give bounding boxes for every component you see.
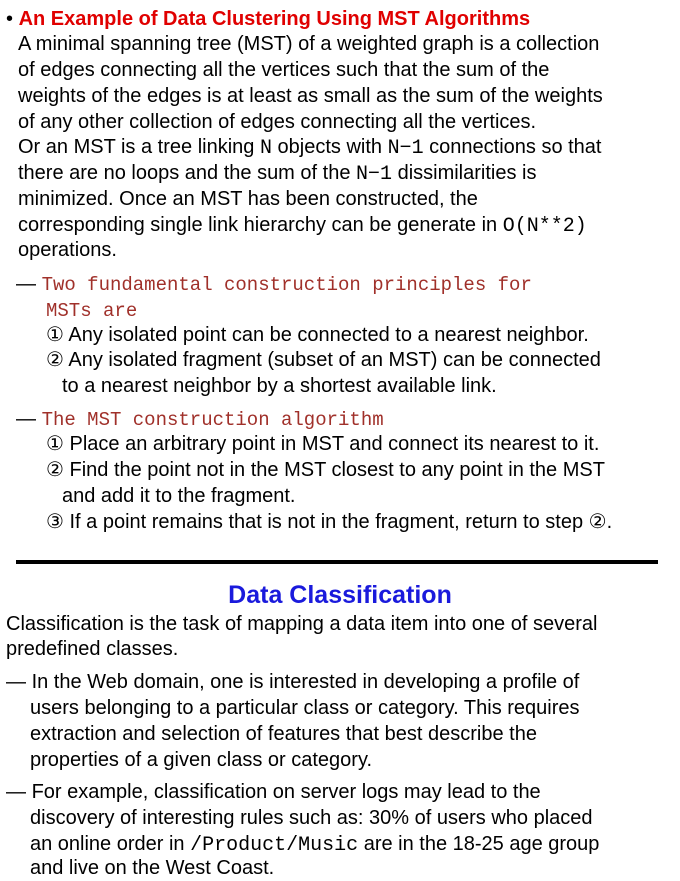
section-divider: [16, 560, 658, 564]
principles-heading-text: MSTs are: [46, 300, 138, 322]
text-run: connections so that: [423, 136, 602, 158]
algorithm-heading-text: The MST construction algorithm: [41, 409, 384, 431]
dash-icon: —: [6, 671, 26, 693]
point-line: discovery of interesting rules such as: 30% of users who placed: [30, 807, 593, 829]
principles-heading: [16, 271, 532, 297]
dash-icon: —: [16, 408, 36, 430]
classification-point-1: [6, 669, 579, 695]
principle-item: ② Any isolated fragment (subset of an MST) can be connected: [46, 349, 601, 371]
bullet-icon: •: [6, 8, 14, 30]
algorithm-step: ① Place an arbitrary point in MST and connect its nearest to it.: [46, 433, 600, 455]
mst-para2-line: minimized. Once an MST has been constructed, the: [18, 188, 478, 210]
mst-para2-line: [18, 134, 601, 160]
mst-para1-line: of edges connecting all the vertices such that the sum of the: [18, 59, 550, 81]
mst-para2-line: [18, 160, 536, 186]
mst-section-title: [6, 6, 530, 32]
classification-intro-line: Classification is the task of mapping a data item into one of several: [6, 613, 598, 635]
dash-icon: —: [16, 273, 36, 295]
point-line: and live on the West Coast.: [30, 857, 275, 879]
variable-n-minus-1: N−1: [356, 163, 393, 186]
point-line: properties of a given class or category.: [30, 749, 373, 771]
variable-n-minus-1: N−1: [387, 137, 424, 160]
mst-para1-line: weights of the edges is at least as small as the sum of the weights: [18, 85, 603, 107]
dash-icon: —: [6, 781, 26, 803]
point-line: extraction and selection of features that best describe the: [30, 723, 537, 745]
principles-heading-text: Two fundamental construction principles for: [41, 274, 532, 296]
principle-item: ① Any isolated point can be connected to a nearest neighbor.: [46, 324, 589, 346]
classification-point-2: [6, 779, 541, 805]
principles-heading-cont: [46, 297, 137, 323]
point-line: users belonging to a particular class or category. This requires: [30, 697, 580, 719]
mst-para1-line: A minimal spanning tree (MST) of a weighted graph is a collection: [18, 33, 600, 55]
algorithm-step: ③ If a point remains that is not in the fragment, return to step ②.: [46, 511, 613, 533]
classification-intro-line: predefined classes.: [6, 638, 179, 660]
text-run: Or an MST is a tree linking: [18, 136, 260, 158]
algorithm-step-cont: and add it to the fragment.: [62, 485, 296, 507]
point-line: [30, 831, 599, 857]
mst-title: An Example of Data Clustering Using MST Algorithms: [18, 8, 531, 30]
text-run: there are no loops and the sum of the: [18, 162, 356, 184]
mst-para2-line: [18, 212, 587, 238]
mst-para2-line: operations.: [18, 239, 117, 261]
variable-n: N: [259, 137, 272, 160]
path-code: /Product/Music: [190, 834, 359, 857]
complexity-code: O(N**2): [502, 215, 587, 238]
principle-item-cont: to a nearest neighbor by a shortest available link.: [62, 375, 497, 397]
text-run: corresponding single link hierarchy can be generate in: [18, 214, 503, 236]
point-text: For example, classification on server logs may lead to the: [31, 781, 541, 803]
point-text: In the Web domain, one is interested in developing a profile of: [31, 671, 580, 693]
text-run: an online order in: [30, 833, 191, 855]
algorithm-step: ② Find the point not in the MST closest to any point in the MST: [46, 459, 605, 481]
text-run: dissimilarities is: [392, 162, 537, 184]
text-run: objects with: [271, 136, 388, 158]
algorithm-heading: [16, 406, 384, 432]
mst-para1-line: of any other collection of edges connecting all the vertices.: [18, 111, 537, 133]
classification-title: Data Classification: [228, 581, 452, 609]
text-run: are in the 18-25 age group: [358, 833, 600, 855]
